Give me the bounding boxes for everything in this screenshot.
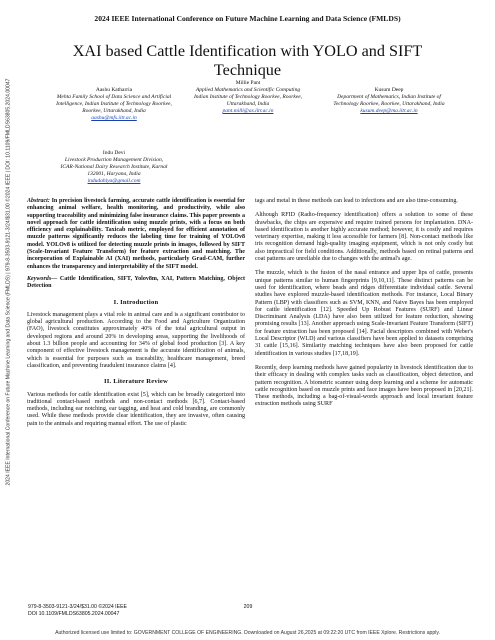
right-column <box>255 198 473 409</box>
abstract <box>27 198 245 271</box>
author-affiliation: Mehta Family School of Data Science and Artificial Intelligence, Indian Institute of Technology Roorkee, Roorkee, Uttarakhand, India <box>56 94 172 115</box>
abstract-text: In precision livestock farming, accurate cattle identification is essential for enhancing animal welfare, health monitoring, and productivity, while also supporting traceability and minimizing false insurance claims. This paper presents a novel approach for cattle identification using muzzle prints, with a focus on both efficiency and explainability. Taxicab metric, employed for efficient annotation of muzzle patterns significantly reduces the labeling time for training of YOLOv8 model. YOLOv8 is utilized for detecting muzzle prints in images, followed by SIFT (Scale-Invariant Feature Transform) for feature extraction and matching. The incorporation of Explainable AI (XAI) methods, particularly Grad-CAM, further enhances the transparency and interpretability of the SIFT model. <box>27 198 245 270</box>
keywords <box>27 276 245 291</box>
author-email-link[interactable]: kusum.deep@ma.iitr.ac.in <box>360 108 418 115</box>
section-heading-introduction: I. Introduction <box>113 298 159 306</box>
side-metadata-strip: 2024 IEEE International Conference on Future Machine Learning and Data Science (FMLDS) | 979-8-3503-9121-3/24/$31.00 ©2024 IEEE | DOI: 10.1109/FMLDS63805.2024.00047 <box>5 78 12 486</box>
section-heading-literature-review: II. Literature Review <box>104 378 168 386</box>
author-name: Indu Devi <box>102 150 126 156</box>
author-block-4 <box>58 150 170 185</box>
footer-doi: DOI 10.1109/FMLDS63805.2024.00047 <box>28 611 120 617</box>
conference-header: 2024 IEEE International Conference on Future Machine Learning and Data Science (FMLDS) <box>94 14 401 23</box>
paper-title: XAI based Cattle Identification with YOLO and SIFT Technique <box>72 42 423 79</box>
author-name: Kusum Deep <box>374 87 404 93</box>
author-email-link[interactable]: pant.milli@as.iitr.ac.in <box>222 108 274 115</box>
paragraph-rfid: Although RFID (Radio-frequency identification) offers a solution to some of these drawbacks, the chips are expensive and require trained persons for implantation. DNA-based identification is another highly accurate method; however, it is costly and requires veterinary expertise, making it less accessible for farmers [8]. Non-contact methods like iris recognition demand high-quality imaging equipment, which is not only costly but also impractical for field conditions. Additionally, methods based on retinal patterns and coat patterns are unreliable due to changes with the animal's age. <box>255 212 473 263</box>
author-name: Aashu Katharria <box>95 87 133 93</box>
author-block-2 <box>190 80 306 115</box>
keywords-lead: Keywords— <box>27 275 58 282</box>
author-affiliation: Livestock Production Management Division, ICAR-National Dairy Research Institute, Karnal 132001, Haryana, India <box>60 157 168 178</box>
footer-isbn: 979-8-3503-9121-3/24/$31.00 ©2024 IEEE <box>28 604 128 610</box>
page-number: 209 <box>243 604 253 610</box>
author-email-link[interactable]: aashu@mfs.iitr.ac.in <box>91 115 137 122</box>
paragraph-introduction: Livestock management plays a vital role in animal care and is a significant contributor to global agricultural production. According to the Food and Agriculture Organization (FAO), livestock constitutes approximately 40% of the total agricultural output in developed regions and around 20% in developing areas, supporting the livelihoods of about 1.3 billion people and accounting for 34% of global food production [3]. A key component of effective livestock management is the accurate identification of animals, which is essential for purposes such as traceability, healthcare management, breed classification, and preventing fraudulent insurance claims [4]. <box>27 311 245 369</box>
abstract-lead: Abstract: <box>27 198 50 204</box>
keywords-text: Cattle Identification, SIFT, Yolov8m, XAI, Pattern Matching, Object Detection <box>27 275 245 290</box>
paragraph-literature-review: Various methods for cattle identification exist [5], which can be broadly categorized into traditional contact-based methods and non-contact methods [6,7]. Contact-based methods, including ear notching, ear tagging, and heat and cold branding, are commonly used. While these methods provide clear identification, they are invasive, often causing pain to the animals and requiring manual effort. The use of plastic <box>27 391 245 427</box>
author-name: Millie Pant <box>235 80 261 86</box>
left-column <box>27 198 245 428</box>
author-block-1 <box>52 87 176 122</box>
paragraph-continued: tags and metal in these methods can lead to infections and are also time-consuming. <box>255 198 458 204</box>
paragraph-deep-learning: Recently, deep learning methods have gained popularity in livestock identification due to their efficacy in dealing with complex tasks such as classification, object detection, and pattern recognition. A biometric scanner using deep learning and a scheme for automatic cattle recognition based on muzzle prints and face images have been proposed in [20,21]. These methods, including a bag-of-visual-words approach and local invariant feature extraction methods using SURF <box>255 364 473 408</box>
author-affiliation: Department of Mathematics, Indian Institute of Technology Roorkee, Roorkee, Uttarakhand, India <box>333 94 445 108</box>
paragraph-muzzle: The muzzle, which is the fusion of the nasal entrance and upper lips of cattle, presents unique patterns similar to human fingerprints [9,10,11]. These distinct patterns can be used for identification, where beads and ridges differentiate individual cattle. Several studies have explored muzzle-based identification methods. For instance, Local Binary Pattern (LBP) with classifiers such as SVM, KNN, and Naive Bayes has been employed for cattle identification [12]. Speeded Up Robust Features (SURF) and Linear Discriminant Analysis (LDA) have also been utilized for feature reduction, showing promising results [13]. Another approach using Scale-Invariant Feature Transform (SIFT) for feature extraction has been proposed [14]. Facial descriptors combined with Weber's Local Descriptor (WLD) and various classifiers have been applied to datasets comprising 31 cattle [15,16]. Similarity matching techniques have also been proposed for cattle identification in various studies [17,18,19]. <box>255 270 473 357</box>
author-affiliation: Applied Mathematics and Scientific Computing Indian Institute of Technology Roorkee, Roorkee, Uttarakhand, India <box>193 87 303 108</box>
license-notice: Authorized licensed use limited to: GOVERNMENT COLLEGE OF ENGINEERING. Downloaded on August 26,2025 at 09:22:20 UTC from IEEE Xplore. Restrictions apply. <box>55 630 440 636</box>
author-email-link[interactable]: indudahiya@gmail.com <box>87 178 141 185</box>
author-block-3 <box>325 87 453 115</box>
